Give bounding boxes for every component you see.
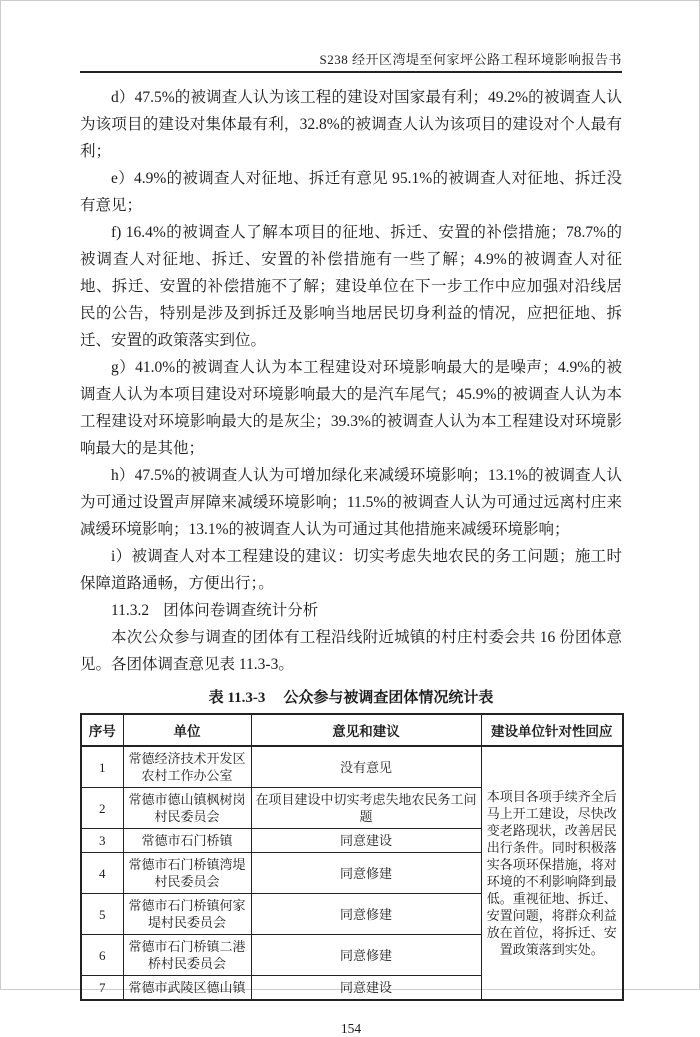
cell-unit: 常德市石门桥镇二港桥村民委员会	[123, 935, 251, 976]
page-number: 154	[340, 1021, 362, 1036]
cell-opinion: 同意修建	[251, 894, 481, 935]
section-number: 11.3.2	[111, 602, 150, 619]
cell-no: 4	[81, 853, 123, 894]
cell-unit: 常德市武陵区德山镇	[123, 976, 251, 1001]
col-header-response: 建设单位针对性回应	[481, 714, 623, 746]
cell-no: 7	[81, 976, 123, 1001]
cell-no: 3	[81, 829, 123, 853]
cell-opinion: 同意修建	[251, 935, 481, 976]
paragraph-i: i）被调查人对本工程建设的建议：切实考虑失地农民的务工问题；施工时保障道路通畅，方便出行；。	[80, 548, 622, 592]
table-caption	[80, 686, 622, 707]
cell-opinion: 在项目建设中切实考虑失地农民务工问题	[251, 788, 481, 829]
section-title: 团体问卷调查统计分析	[163, 602, 319, 619]
paragraph-d: d）47.5%的被调查人认为该工程的建设对国家最有利；49.2%的被调查人认为该项目的建设对集体最有利，32.8%的被调查人认为该项目的建设对个人最有利；	[80, 89, 622, 160]
paragraph-f: f) 16.4%的被调查人了解本项目的征地、拆迁、安置的补偿措施；78.7%的被调查人对征地、拆迁、安置的补偿措施有一些了解；4.9%的被调查人对征地、拆迁、安置的补偿措施不了解；建设单位在下一步工作中应加强对沿线居民的公告，特别是涉及到拆迁及影响当地居民切身利益的情况，应把征地、拆迁、安置的政策落实到位。	[80, 224, 622, 349]
table-header-row	[81, 714, 623, 746]
cell-opinion: 同意修建	[251, 853, 481, 894]
cell-opinion: 同意建设	[251, 829, 481, 853]
cell-unit: 常德经济技术开发区农村工作办公室	[123, 746, 251, 788]
table-caption-label: 表 11.3-3	[208, 690, 266, 706]
body-text	[80, 84, 622, 678]
paragraph-g: g）41.0%的被调查人认为本工程建设对环境影响最大的是噪声；4.9%的被调查人认为本项目建设对环境影响最大的是汽车尾气；45.9%的被调查人认为本工程建设对环境影响最大的是灰尘；39.3%的被调查人认为本工程建设对环境影响最大的是其他；	[80, 359, 622, 457]
table-caption-title: 公众参与被调查团体情况统计表	[283, 690, 494, 706]
table-row	[81, 746, 623, 788]
survey-table	[80, 713, 624, 1001]
section-heading	[80, 597, 622, 624]
col-header-unit: 单位	[123, 714, 251, 746]
section-intro: 本次公众参与调查的团体有工程沿线附近城镇的村庄村委会共 16 份团体意见。各团体调查意见表 11.3-3。	[80, 629, 622, 673]
col-header-opinion: 意见和建议	[251, 714, 481, 746]
running-header	[80, 1, 622, 73]
cell-unit: 常德市石门桥镇何家堤村民委员会	[123, 894, 251, 935]
cell-unit: 常德市德山镇枫树岗村民委员会	[123, 788, 251, 829]
cell-opinion: 同意建设	[251, 976, 481, 1001]
cell-opinion: 没有意见	[251, 746, 481, 788]
col-header-no: 序号	[81, 714, 123, 746]
paragraph-h: h）47.5%的被调查人认为可增加绿化来减缓环境影响；13.1%的被调查人认为可通过设置声屏障来减缓环境影响；11.5%的被调查人认为可通过远离村庄来减缓环境影响；13.1%的被调查人认为可通过其他措施来减缓环境影响；	[80, 467, 622, 538]
cell-no: 1	[81, 746, 123, 788]
cell-no: 5	[81, 894, 123, 935]
cell-no: 2	[81, 788, 123, 829]
cell-no: 6	[81, 935, 123, 976]
cell-response-merged: 本项目各项手续齐全后马上开工建设，尽快改变老路现状，改善居民出行条件。同时积极落实各项环保措施，将对环境的不利影响降到最低。重视征地、拆迁、安置问题，将群众利益放在首位，将拆迁、安置政策落到实处。	[481, 746, 623, 1000]
paragraph-e: e）4.9%的被调查人对征地、拆迁有意见 95.1%的被调查人对征地、拆迁没有意见；	[80, 170, 622, 214]
page-content	[80, 1, 622, 1037]
cell-unit: 常德市石门桥镇	[123, 829, 251, 853]
running-header-title: S238 经开区湾堤至何家坪公路工程环境影响报告书	[319, 52, 622, 67]
cell-unit: 常德市石门桥镇湾堤村民委员会	[123, 853, 251, 894]
